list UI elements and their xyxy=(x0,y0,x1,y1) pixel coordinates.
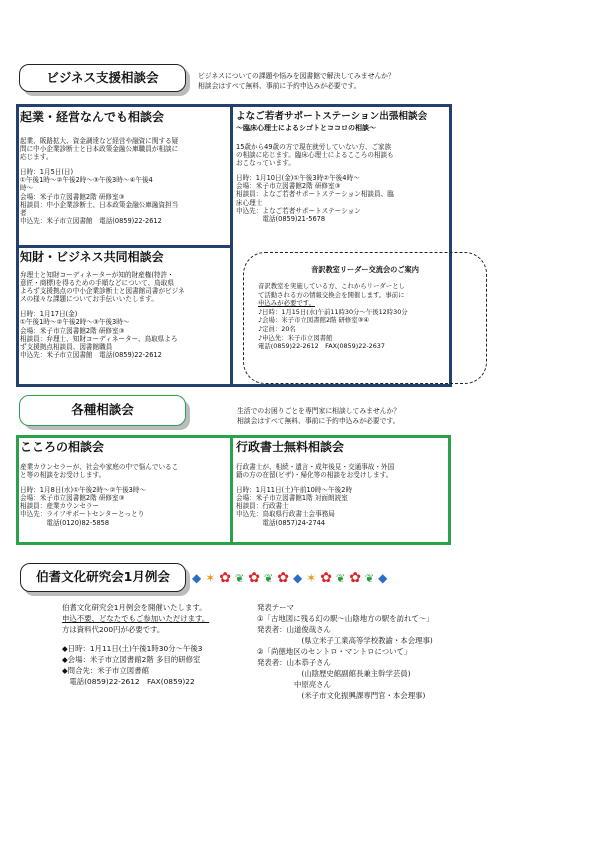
consult-body-kigyo: 起業、販路拡大、資金調達など経営や融資に関する疑 問に中小企業診断士と日本政策金融公庫職員が相談に 応じます。 日時：1月5日(日) ①午後1時～②午後2時～③午後3時～④午後4 時～ 会場：米子市立図書館2階 研修室③ 相談員：中小企業診断士、日本政策金融公庫融資担当 者 申込先：米子市立図書館 電話(0859)22-2612 xyxy=(20,137,179,225)
study-themes: 発表テーマ ①「古地図に残る幻の駅～山陰地方の駅を訪れて～」 発表者：山道俊哉さん (県立米子工業高等学校教諭・本会理事) ②「尚徳地区のセントロ・マントロについて」 発表者：山本恭子さん (山陰歴史館副館長兼主幹学芸員) 中原亮さん (米子市文化振興課専門官・本会理事) xyxy=(257,603,434,700)
consult-subtitle-wakamono: ～臨床心理士によるシゴトとココロの相談～ xyxy=(236,124,376,132)
leaf-icon: ❦ xyxy=(364,571,375,585)
notice-title: 音訳教室リーダー交流会のご案内 xyxy=(311,265,419,274)
consult-title-kigyo: 起業・経営なんでも相談会 xyxy=(20,110,165,124)
section-header-study: 伯耆文化研究会1月例会 xyxy=(20,563,186,592)
consult-title-chizai: 知財・ビジネス共同相談会 xyxy=(20,250,164,264)
box-divider xyxy=(16,245,233,248)
consult-body-kokoro: 産業カウンセラーが、社会や家庭の中で悩んでいるこ と等の相談をお受けします。 日時：1月8日(水)①午後2時～②午後3時～ 会場：米子市立図書館2階 研修室③ 相談員：産業カウンセラー 申込先：ライフサポートセンターとっとり 電話(0120)82-5858 xyxy=(20,463,179,527)
leaf-icon: ❦ xyxy=(263,571,274,585)
consult-intro: 生活でのお困りごとを専門家に相談してみませんか？ 相談会はすべて無料、事前に予約申込みが必要です。 xyxy=(237,407,401,425)
pine-icon: ✶ xyxy=(205,571,216,585)
consult-title-gyosei: 行政書士無料相談会 xyxy=(236,440,345,454)
leaf-icon: ❦ xyxy=(335,571,346,585)
new-year-garland xyxy=(192,563,482,593)
box-divider xyxy=(230,435,233,545)
consult-body-gyosei: 行政書士が、相続・遺言・成年後見・交通事故・外国 籍の方の在留(ビザ)・帰化等の相談をお受けします。 日時：1月11日(土)午前10時～午後2時 会場：米子市立図書館1階 対面朗読室 相談員：行政書士 申込先：鳥取県行政書士会事務局 電話(0857)24-2744 xyxy=(236,463,395,527)
business-intro: ビジネスについての課題や悩みを図書館で解決してみませんか？ 相談会はすべて無料、事前に予約申込みが必要です。 xyxy=(198,72,395,90)
spinning-top-icon: ◆ xyxy=(378,571,388,585)
notice-body: 音訳教室を実施している方、これからリーダーとし て活動される方の情報交換会を開催します。事前に 申込みが必要です。 ♪日時：1月15日(水)午前11時30分～午後12時30分 ♪会場：米子市立図書館2階 研修室③④ ♪定員：20名 ♪申込先：米子市立図書館 電話(0859)22-2612 FAX(0859)22-2637 xyxy=(258,282,408,351)
spinning-top-icon: ◆ xyxy=(292,571,303,585)
box-divider xyxy=(230,245,233,387)
box-divider xyxy=(230,104,233,247)
study-details: 伯耆文化研究会1月例会を開催いたします。 申込不要、どなたでもご参加いただけます。 方は資料代200円が必要です。 ◆日時：1月11日(土)午後1時30分～午後3 ◆会場：米子市立図書館2階 多目的研修室 ◆問合先：米子市立図書館 電話(0859)22-2612 FAX(0859)22 xyxy=(62,603,210,686)
section-header-consult: 各種相談会 xyxy=(19,395,186,426)
plum-flower-icon: ✿ xyxy=(277,570,289,586)
consult-title-kokoro: こころの相談会 xyxy=(20,440,105,454)
section-header-business: ビジネス支援相談会 xyxy=(19,64,186,92)
leaf-icon: ❦ xyxy=(235,571,245,585)
spinning-top-icon: ◆ xyxy=(192,571,202,585)
plum-flower-icon: ✿ xyxy=(219,570,232,586)
pine-icon: ✶ xyxy=(306,571,317,585)
plum-flower-icon: ✿ xyxy=(320,570,332,586)
consult-body-chizai: 弁理士と知財コーディネーターが知的財産権(特許・ 意匠・商標)を得るための手順などについて、鳥取県 よろず支援拠点の中小企業診断士と図書館司書がビジネ スの様々な課題についてお手伝いいたします。 日時：1月17日(金) ①午後1時～②午後2時～③午後3時～ 会場：米子市立図書館2階 研修室③ 相談員：弁理士、知財コーディネーター、鳥取県よろ ず支援拠点相談員、図書館職員 申込先：米子市立図書館 電話(0859)22-2612 xyxy=(20,271,185,359)
plum-flower-icon: ✿ xyxy=(248,570,260,586)
plum-flower-icon: ✿ xyxy=(349,570,361,586)
consult-body-wakamono: 15歳から49歳の方で現在就労していない方、ご家族 の相談に応じます。臨床心理士によるこころの相談も おこなっています。 日時：1月10日(金)①午後3時②午後4時～ 会場：米子市立図書館2階 研修室③ 相談員：よなご若者サポートステーション相談員、臨 床心理士 申込先：よなご若者サポートステーション 電話(0859)21-5678 xyxy=(236,143,394,223)
consult-title-wakamono: よなご若者サポートステーション出張相談会 xyxy=(236,111,428,122)
